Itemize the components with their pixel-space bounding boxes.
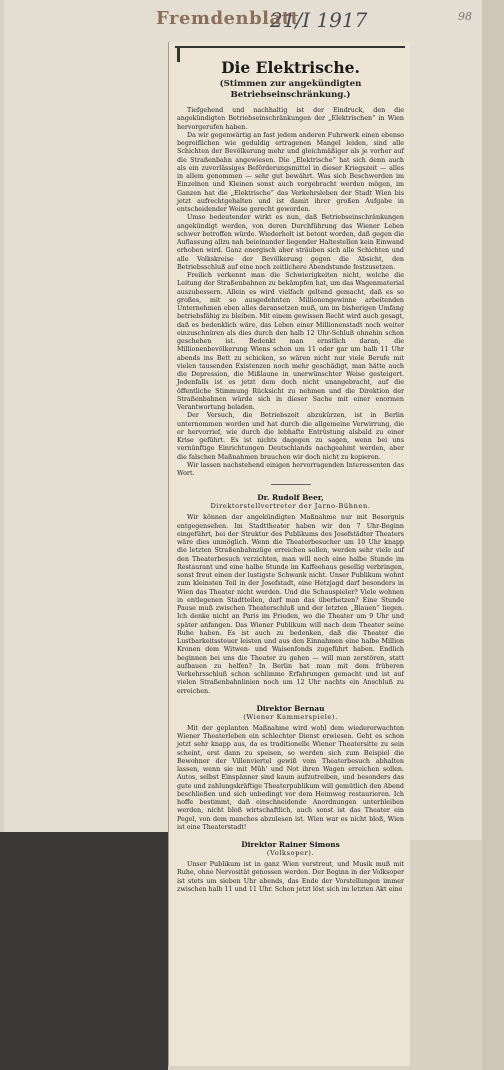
statement-text bbox=[177, 725, 404, 832]
intro-paragraph: Freilich verkennt man die Schwierigkeiten nicht, welche die Leitung der Straßenbahnen zu bekämpfen hat, um das Wagenmaterial auszubessern. Allein es wird vielfach geltend gemacht, daß es so großes, mit so ausgedehnten Millionengewinne arbeitenden Unternehmen eben alles daransetzen muß, um im bisherigen Umfang betriebsfähig zu bleiben. Mit einem gewissen Recht wird auch gesagt, daß es bedenklich wäre, das Leben einer Millionenstadt noch weiter einzuschnüren als dies durch den halb 12 Uhr-Schluß ohnehin schon geschehen ist. Bedenkt man ernstlich daran, die Millionenbevölkerung Wiens schon um 11 oder gar um halb 11 Uhr abends ins Bett zu schicken, so wären nicht nur viele Berufe mit vielen tausenden Existenzen noch mehr geschädigt, man hätte auch die Depression, die Mißlaune in unerwünschter Weise gesteigert. Jedenfalls ist es jetzt dem doch nicht unangebracht, auf die öffentliche Stimmung Rücksicht zu nehmen und die Direktion der Straßenbahnen würde sich in dieser Sache mit einer enormen Verantwortung beladen. bbox=[177, 272, 404, 411]
intro-paragraph: Tiefgehend und nachhaltig ist der Eindruck, den die angekündigten Betriebseinschränkungen der „Elektrischen“ in Wien hervorgerufen haben. bbox=[177, 107, 404, 131]
page-mark: 98 bbox=[458, 10, 472, 23]
speaker-role: (Volksoper). bbox=[266, 849, 315, 857]
intro-paragraph: Der Versuch, die Betriebszeit abzukürzen, ist in Berlin unternommen worden und hat durch die allgemeine Verwirrung, die er hervorrief, wie durch die lebhafte Entrüstung alsbald zu einer Krise geführt. Es ist nichts dagegen zu sagen, wenn bei uns vernünftige Einrichtungen Deutschlands nachgeahmt werden, aber die falschen Maßnahmen brauchen wir doch nicht zu kopieren. bbox=[177, 412, 404, 461]
speaker-name: Direktor Bernau bbox=[256, 703, 325, 713]
article-intro bbox=[177, 107, 404, 478]
intro-paragraph: Da wir gegenwärtig an fast jedem anderen Fuhrwerk einen ebenso begreiflichen wie geduldig ertragenen Mangel leiden, sind alle Schichten der Bevölkerung mehr und gleichmäßiger als je vorher auf die Straßenbahn angewiesen. Die „Elektrische“ hat sich denn auch als ein zuverlässiges Beförderungsmittel in dieser Kriegszeit — alles in allem genommen — sehr gut bewährt. Was sich Beschwerden im Einzelnen und Kleinen sonst auch vorgebracht werden mögen, im Ganzen hat die „Elektrische“ das Verkehrsleben der Stadt Wien bis jetzt aufrechtgehalten und ist damit ihrer großen Aufgabe in entscheidender Weise gerecht geworden. bbox=[177, 131, 404, 213]
mount-edge bbox=[482, 0, 504, 1070]
clipping-corner-rule bbox=[177, 46, 188, 62]
article-title: Die Elektrische. bbox=[221, 58, 360, 77]
handwritten-date: 21/I 1917 bbox=[270, 8, 368, 32]
article-subtitle: (Stimmen zur angekündigten Betriebseinschränkung.) bbox=[219, 79, 362, 100]
statement-paragraph: Wir können der angekündigten Maßnahme nur mit Besorgnis entgegensehen. Im Stadttheater haben wir den 7 Uhr-Beginn eingeführt, bei der Struktur des Publikums des Josefstädter Theaters wäre dies unmöglich. Wenn die Theaterbesucher um 10 Uhr knapp die letzten Straßenbahnzüge erreichen sollen, werden sehr viele auf den Theaterbesuch verzichten, man will noch eine halbe Stunde im Restaurant und eine halbe Stunde im Kaffeehaus gesellig verbringen, sonst freut einen der lustigste Schwank nicht. Unser Publikum wohnt zum kleinsten Teil in der Josefstadt, eine Hetzjagd darf besonders in Wien das Theater nicht werden. Und die Schauspieler? Viele wohnen in entlegenen Stadtteilen, darf man das überhetzen? Eine Stunde Pause muß zwischen Theaterschluß und der letzten „Blauen“ liegen. Ich denke nicht an Paris im Frieden, wo die Theater um 9 Uhr und später anfangen. Das Wiener Publikum will nach dem Theater seine Ruhe haben. Es ist auch zu bedenken, daß die Theater die Lustbarkeitssteuer leisten und aus den Einnahmen eine halbe Million Kronen dem Witwen- und Waisenfonds zugeführt haben. Endlich beginnen bei uns die Theater zu gehen — will man zerstören, statt aufbauen zu helfen? In Berlin hat man mit dem früheren Verkehrsschluß schon schlimme Erfahrungen gemacht und ist auf vielen Straßenbahnlinien noch um 12 Uhr nachts ein Anschluß zu erreichen. bbox=[177, 514, 404, 695]
newspaper-clipping bbox=[168, 42, 410, 1066]
intro-paragraph: Wir lassen nachstehend einigen hervorragenden Interessenten das Wort. bbox=[177, 461, 404, 477]
statement-text bbox=[177, 861, 404, 894]
statement-paragraph: Mit der geplanten Maßnahme wird wohl dem wiedererwachten Wiener Theaterleben ein schlechter Dienst erwiesen. Geht es schon jetzt sehr knapp aus, da es traditionelle Wiener Theatersitte zu sein scheint, erst dann zu speisen, so werden sich zum Beispiel die Bewohner der Villenviertel gewiß vom Theaterbesuch abhalten lassen, wenn sie mit Müh' und Not ihren Wagen erreichen sollen. Autos, selbst Einspänner sind kaum aufzutreiben, und besonders das gute und zahlungskräftige Theaterpublikum will gemütlich den Abend beschließen und sich unbedingt vor dem Heimweg restaurieren. Ich hoffe bestimmt, daß einschneidende Anordnungen unterbleiben werden, nicht bloß wirtschaftlich, auch sonst ist das Theater ein Pegel, von dem manches abzulesen ist. Wien war es nicht bloß, Wien ist eine Theaterstadt! bbox=[177, 724, 404, 831]
intro-paragraph: Umso bedeutender wirkt es nun, daß Betriebseinschränkungen angekündigt werden, von deren Durchführung das Wiener Leben schwer betroffen würde. Wiederholt ist betont worden, daß gegen die Auflassung allzu nah beieinander liegender Haltestellen kein Einwand erhoben wird. Ganz energisch aber sträuben sich alle Schichten und alle Volkskreise der Bevölkerung gegen die Absicht, den Betriebsschluß auf eine noch zeitlichere Abendstunde festzusetzen. bbox=[177, 214, 404, 271]
speaker-name: Direktor Rainer Simons bbox=[241, 840, 340, 849]
section-divider bbox=[271, 484, 311, 485]
statement-text bbox=[177, 514, 404, 696]
background-shadow bbox=[0, 832, 168, 1070]
speaker-name: Dr. Rudolf Beer, bbox=[257, 493, 324, 503]
speaker-role: Direktorstellvertreter der Jarno-Bühnen. bbox=[210, 502, 371, 511]
clipping-top-rule bbox=[175, 46, 405, 51]
newspaper-source: Fremdenblatt bbox=[156, 8, 300, 29]
statement-paragraph: Unser Publikum ist in ganz Wien verstreut, und Musik muß mit Ruhe, ohne Nervosität genossen werden. Der Beginn in der Volksoper ist stets um sieben Uhr abends, das Ende der Vorstellungen immer zwischen halb 11 und 11 Uhr. Schon jetzt löst sich im letzten Akt eine bbox=[177, 861, 404, 893]
speaker-role: (Wiener Kammerspiele). bbox=[243, 712, 338, 721]
